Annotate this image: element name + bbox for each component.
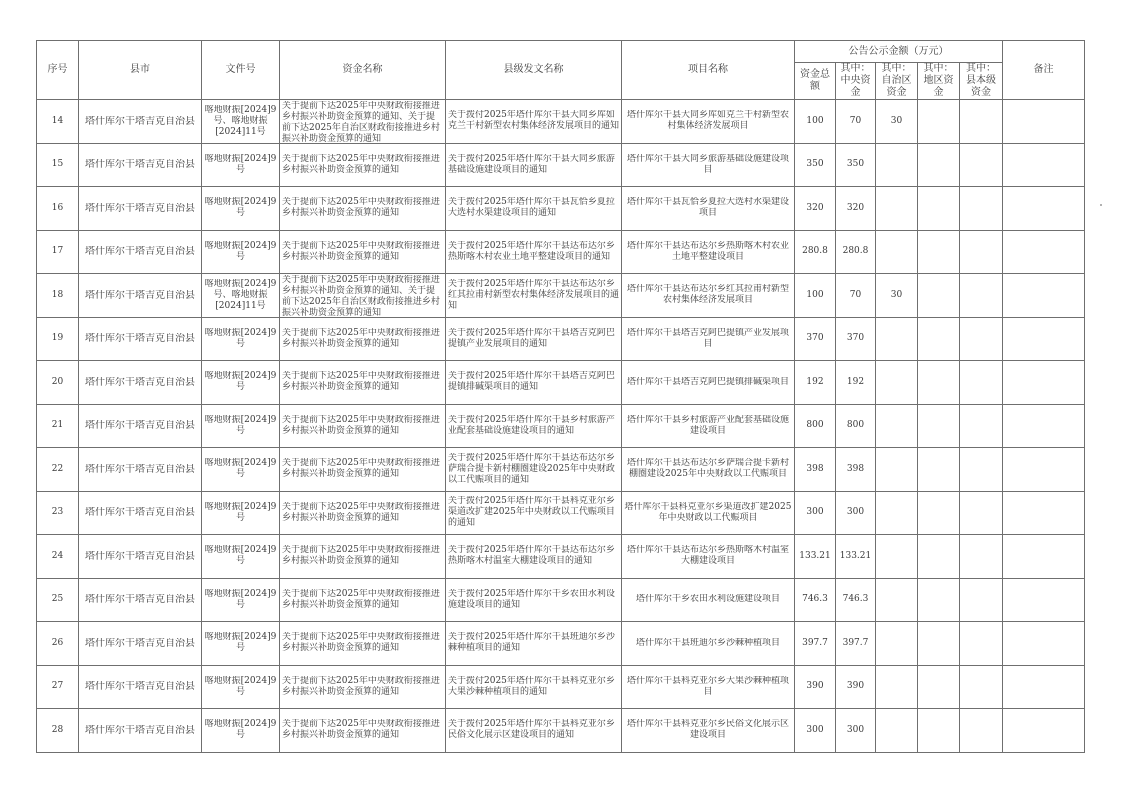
- header-remarks: 备注: [1003, 41, 1085, 100]
- row-remarks: [1003, 230, 1085, 274]
- row-prefecture: [918, 187, 960, 231]
- row-seq: 25: [37, 578, 79, 622]
- row-project: 塔什库尔干县大同乡旅游基础设施建设项目: [622, 143, 795, 187]
- row-total: 300: [795, 709, 836, 753]
- row-total: 390: [795, 665, 836, 709]
- row-prefecture: [918, 578, 960, 622]
- row-doc-no: 喀地财振[2024]9号: [202, 143, 280, 187]
- row-central: 70: [836, 100, 876, 144]
- row-region: [876, 317, 918, 361]
- row-county: 塔什库尔干塔吉克自治县: [79, 317, 202, 361]
- row-central: 390: [836, 665, 876, 709]
- row-project: 塔什库尔干县科克亚尔乡民俗文化展示区建设项目: [622, 709, 795, 753]
- row-central: 800: [836, 404, 876, 448]
- row-doc-no: 喀地财振[2024]9号: [202, 230, 280, 274]
- row-project: 塔什库尔干县瓦恰乡夏拉大选村水渠建设项目: [622, 187, 795, 231]
- row-seq: 16: [37, 187, 79, 231]
- table-row: [37, 230, 1085, 274]
- row-county-doc: 关于拨付2025年塔什库尔干县班迪尔乡沙棘种植项目的通知: [446, 622, 622, 666]
- row-doc-no: 喀地财振[2024]9号: [202, 404, 280, 448]
- row-county-doc: 关于拨付2025年塔什库尔干县达布达尔乡热斯喀木村农业土地平整建设项目的通知: [446, 230, 622, 274]
- row-total: 800: [795, 404, 836, 448]
- row-fund-name: 关于提前下达2025年中央财政衔接推进乡村振兴补助资金预算的通知、关于提前下达2025年自治区财政衔接推进乡村振兴补助资金预算的通知: [280, 100, 446, 144]
- row-total: 370: [795, 317, 836, 361]
- table-row: [37, 448, 1085, 492]
- row-central: 746.3: [836, 578, 876, 622]
- table-row: [37, 491, 1085, 535]
- row-prefecture: [918, 317, 960, 361]
- row-local: [960, 578, 1003, 622]
- row-fund-name: 关于提前下达2025年中央财政衔接推进乡村振兴补助资金预算的通知: [280, 578, 446, 622]
- row-prefecture: [918, 535, 960, 579]
- header-county: 县市: [79, 41, 202, 100]
- row-local: [960, 535, 1003, 579]
- row-local: [960, 404, 1003, 448]
- row-project: 塔什库尔干县科克亚尔乡渠道改扩建2025年中央财政以工代赈项目: [622, 491, 795, 535]
- row-local: [960, 361, 1003, 405]
- row-fund-name: 关于提前下达2025年中央财政衔接推进乡村振兴补助资金预算的通知: [280, 448, 446, 492]
- table-row: [37, 535, 1085, 579]
- scan-speck: [1100, 204, 1102, 206]
- row-doc-no: 喀地财振[2024]9号: [202, 535, 280, 579]
- row-seq: 21: [37, 404, 79, 448]
- row-county: 塔什库尔干塔吉克自治县: [79, 404, 202, 448]
- header-seq: 序号: [37, 41, 79, 100]
- row-county-doc: 关于拨付2025年塔什库尔干乡农田水利设施建设项目的通知: [446, 578, 622, 622]
- row-county-doc: 关于拨付2025年塔什库尔干县达布达尔乡红其拉甫村新型农村集体经济发展项目的通知: [446, 274, 622, 318]
- row-seq: 15: [37, 143, 79, 187]
- row-local: [960, 317, 1003, 361]
- row-county: 塔什库尔干塔吉克自治县: [79, 491, 202, 535]
- row-region: 30: [876, 100, 918, 144]
- table-row: [37, 317, 1085, 361]
- row-central: 300: [836, 709, 876, 753]
- header-prefecture: 其中：地区资金: [918, 63, 960, 100]
- header-region: 其中：自治区资金: [876, 63, 918, 100]
- row-region: [876, 491, 918, 535]
- header-project: 项目名称: [622, 41, 795, 100]
- row-total: 320: [795, 187, 836, 231]
- row-central: 192: [836, 361, 876, 405]
- row-county: 塔什库尔干塔吉克自治县: [79, 622, 202, 666]
- row-county: 塔什库尔干塔吉克自治县: [79, 230, 202, 274]
- row-prefecture: [918, 100, 960, 144]
- row-prefecture: [918, 709, 960, 753]
- row-seq: 14: [37, 100, 79, 144]
- row-county: 塔什库尔干塔吉克自治县: [79, 143, 202, 187]
- row-fund-name: 关于提前下达2025年中央财政衔接推进乡村振兴补助资金预算的通知: [280, 709, 446, 753]
- row-region: [876, 361, 918, 405]
- row-total: 746.3: [795, 578, 836, 622]
- row-central: 370: [836, 317, 876, 361]
- row-county-doc: 关于拨付2025年塔什库尔干县达布达尔乡萨瑞合提卡新村棚圈建设2025年中央财政以工代赈项目的通知: [446, 448, 622, 492]
- table-row: [37, 709, 1085, 753]
- table-row: [37, 274, 1085, 318]
- row-county: 塔什库尔干塔吉克自治县: [79, 448, 202, 492]
- row-local: [960, 448, 1003, 492]
- row-county: 塔什库尔干塔吉克自治县: [79, 274, 202, 318]
- row-remarks: [1003, 317, 1085, 361]
- row-remarks: [1003, 404, 1085, 448]
- table-row: [37, 100, 1085, 144]
- row-seq: 28: [37, 709, 79, 753]
- row-total: 280.8: [795, 230, 836, 274]
- row-county-doc: 关于拨付2025年塔什库尔干县瓦恰乡夏拉大选村水渠建设项目的通知: [446, 187, 622, 231]
- row-doc-no: 喀地财振[2024]9号: [202, 578, 280, 622]
- row-county: 塔什库尔干塔吉克自治县: [79, 187, 202, 231]
- row-seq: 23: [37, 491, 79, 535]
- row-doc-no: 喀地财振[2024]9号、喀地财振[2024]11号: [202, 274, 280, 318]
- row-central: 397.7: [836, 622, 876, 666]
- row-remarks: [1003, 448, 1085, 492]
- row-remarks: [1003, 100, 1085, 144]
- row-county: 塔什库尔干塔吉克自治县: [79, 535, 202, 579]
- row-project: 塔什库尔干县班迪尔乡沙棘种植项目: [622, 622, 795, 666]
- row-seq: 27: [37, 665, 79, 709]
- table-row: [37, 361, 1085, 405]
- header-local: 其中：县本级资金: [960, 63, 1003, 100]
- row-prefecture: [918, 665, 960, 709]
- row-region: [876, 665, 918, 709]
- header-central: 其中：中央资金: [836, 63, 876, 100]
- row-local: [960, 491, 1003, 535]
- row-total: 300: [795, 491, 836, 535]
- row-total: 397.7: [795, 622, 836, 666]
- row-local: [960, 622, 1003, 666]
- row-county-doc: 关于拨付2025年塔什库尔干县达布达尔乡热斯喀木村温室大棚建设项目的通知: [446, 535, 622, 579]
- row-doc-no: 喀地财振[2024]9号: [202, 709, 280, 753]
- row-fund-name: 关于提前下达2025年中央财政衔接推进乡村振兴补助资金预算的通知: [280, 361, 446, 405]
- row-local: [960, 665, 1003, 709]
- row-local: [960, 143, 1003, 187]
- row-doc-no: 喀地财振[2024]9号: [202, 187, 280, 231]
- row-local: [960, 187, 1003, 231]
- row-seq: 18: [37, 274, 79, 318]
- row-prefecture: [918, 622, 960, 666]
- row-total: 350: [795, 143, 836, 187]
- row-fund-name: 关于提前下达2025年中央财政衔接推进乡村振兴补助资金预算的通知: [280, 404, 446, 448]
- row-region: [876, 622, 918, 666]
- row-county: 塔什库尔干塔吉克自治县: [79, 709, 202, 753]
- row-project: 塔什库尔干县大同乡库如克兰干村新型农村集体经济发展项目: [622, 100, 795, 144]
- row-fund-name: 关于提前下达2025年中央财政衔接推进乡村振兴补助资金预算的通知: [280, 143, 446, 187]
- row-prefecture: [918, 230, 960, 274]
- row-remarks: [1003, 622, 1085, 666]
- row-fund-name: 关于提前下达2025年中央财政衔接推进乡村振兴补助资金预算的通知: [280, 230, 446, 274]
- row-project: 塔什库尔干县塔吉克阿巴提镇排碱渠项目: [622, 361, 795, 405]
- row-remarks: [1003, 143, 1085, 187]
- fund-publicity-table: [36, 40, 1085, 753]
- row-project: 塔什库尔干县达布达尔乡热斯喀木村温室大棚建设项目: [622, 535, 795, 579]
- row-total: 100: [795, 274, 836, 318]
- row-doc-no: 喀地财振[2024]9号: [202, 448, 280, 492]
- row-remarks: [1003, 578, 1085, 622]
- row-doc-no: 喀地财振[2024]9号: [202, 491, 280, 535]
- header-amount-group: 公告公示金额（万元）: [795, 41, 1003, 63]
- row-project: 塔什库尔干县塔吉克阿巴提镇产业发展项目: [622, 317, 795, 361]
- row-seq: 22: [37, 448, 79, 492]
- row-doc-no: 喀地财振[2024]9号: [202, 361, 280, 405]
- row-county-doc: 关于拨付2025年塔什库尔干县塔吉克阿巴提镇排碱渠项目的通知: [446, 361, 622, 405]
- row-central: 350: [836, 143, 876, 187]
- row-region: [876, 578, 918, 622]
- row-region: [876, 709, 918, 753]
- row-fund-name: 关于提前下达2025年中央财政衔接推进乡村振兴补助资金预算的通知、关于提前下达2025年自治区财政衔接推进乡村振兴补助资金预算的通知: [280, 274, 446, 318]
- row-remarks: [1003, 709, 1085, 753]
- row-project: 塔什库尔干县达布达尔乡红其拉甫村新型农村集体经济发展项目: [622, 274, 795, 318]
- row-fund-name: 关于提前下达2025年中央财政衔接推进乡村振兴补助资金预算的通知: [280, 665, 446, 709]
- row-local: [960, 709, 1003, 753]
- row-central: 70: [836, 274, 876, 318]
- row-doc-no: 喀地财振[2024]9号: [202, 665, 280, 709]
- row-county-doc: 关于拨付2025年塔什库尔干县科克亚尔乡渠道改扩建2025年中央财政以工代赈项目的通知: [446, 491, 622, 535]
- row-central: 320: [836, 187, 876, 231]
- row-fund-name: 关于提前下达2025年中央财政衔接推进乡村振兴补助资金预算的通知: [280, 317, 446, 361]
- header-fund-name: 资金名称: [280, 41, 446, 100]
- row-region: 30: [876, 274, 918, 318]
- row-seq: 20: [37, 361, 79, 405]
- row-seq: 17: [37, 230, 79, 274]
- row-central: 300: [836, 491, 876, 535]
- row-remarks: [1003, 187, 1085, 231]
- row-region: [876, 404, 918, 448]
- row-local: [960, 100, 1003, 144]
- row-region: [876, 535, 918, 579]
- row-prefecture: [918, 404, 960, 448]
- row-region: [876, 143, 918, 187]
- row-seq: 24: [37, 535, 79, 579]
- row-prefecture: [918, 491, 960, 535]
- row-fund-name: 关于提前下达2025年中央财政衔接推进乡村振兴补助资金预算的通知: [280, 535, 446, 579]
- row-region: [876, 230, 918, 274]
- table-row: [37, 578, 1085, 622]
- table-row: [37, 665, 1085, 709]
- row-county: 塔什库尔干塔吉克自治县: [79, 100, 202, 144]
- row-total: 133.21: [795, 535, 836, 579]
- row-prefecture: [918, 448, 960, 492]
- row-project: 塔什库尔干县达布达尔乡萨瑞合提卡新村棚圈建设2025年中央财政以工代赈项目: [622, 448, 795, 492]
- row-project: 塔什库尔干县达布达尔乡热斯喀木村农业土地平整建设项目: [622, 230, 795, 274]
- row-prefecture: [918, 274, 960, 318]
- row-total: 398: [795, 448, 836, 492]
- row-doc-no: 喀地财振[2024]9号: [202, 317, 280, 361]
- row-seq: 19: [37, 317, 79, 361]
- row-remarks: [1003, 361, 1085, 405]
- row-project: 塔什库尔干乡农田水利设施建设项目: [622, 578, 795, 622]
- row-project: 塔什库尔干县乡村旅游产业配套基础设施建设项目: [622, 404, 795, 448]
- row-local: [960, 274, 1003, 318]
- row-total: 100: [795, 100, 836, 144]
- row-county-doc: 关于拨付2025年塔什库尔干县乡村旅游产业配套基础设施建设项目的通知: [446, 404, 622, 448]
- row-fund-name: 关于提前下达2025年中央财政衔接推进乡村振兴补助资金预算的通知: [280, 491, 446, 535]
- row-fund-name: 关于提前下达2025年中央财政衔接推进乡村振兴补助资金预算的通知: [280, 187, 446, 231]
- row-local: [960, 230, 1003, 274]
- row-central: 398: [836, 448, 876, 492]
- row-fund-name: 关于提前下达2025年中央财政衔接推进乡村振兴补助资金预算的通知: [280, 622, 446, 666]
- header-doc-no: 文件号: [202, 41, 280, 100]
- row-project: 塔什库尔干县科克亚尔乡大果沙棘种植项目: [622, 665, 795, 709]
- row-prefecture: [918, 361, 960, 405]
- row-county-doc: 关于拨付2025年塔什库尔干县大同乡旅游基础设施建设项目的通知: [446, 143, 622, 187]
- table-row: [37, 187, 1085, 231]
- row-remarks: [1003, 274, 1085, 318]
- table-row: [37, 404, 1085, 448]
- row-county-doc: 关于拨付2025年塔什库尔干县科克亚尔乡民俗文化展示区建设项目的通知: [446, 709, 622, 753]
- row-region: [876, 448, 918, 492]
- row-remarks: [1003, 491, 1085, 535]
- row-remarks: [1003, 535, 1085, 579]
- row-total: 192: [795, 361, 836, 405]
- row-prefecture: [918, 143, 960, 187]
- row-county: 塔什库尔干塔吉克自治县: [79, 578, 202, 622]
- row-region: [876, 187, 918, 231]
- row-doc-no: 喀地财振[2024]9号: [202, 622, 280, 666]
- header-total: 资金总额: [795, 63, 836, 100]
- row-seq: 26: [37, 622, 79, 666]
- table-row: [37, 143, 1085, 187]
- row-county-doc: 关于拨付2025年塔什库尔干县大同乡库如克兰干村新型农村集体经济发展项目的通知: [446, 100, 622, 144]
- row-county-doc: 关于拨付2025年塔什库尔干县塔吉克阿巴提镇产业发展项目的通知: [446, 317, 622, 361]
- row-county-doc: 关于拨付2025年塔什库尔干县科克亚尔乡大果沙棘种植项目的通知: [446, 665, 622, 709]
- row-doc-no: 喀地财振[2024]9号、喀地财振[2024]11号: [202, 100, 280, 144]
- row-central: 280.8: [836, 230, 876, 274]
- row-remarks: [1003, 665, 1085, 709]
- header-county-doc: 县级发文名称: [446, 41, 622, 100]
- row-central: 133.21: [836, 535, 876, 579]
- table-row: [37, 622, 1085, 666]
- row-county: 塔什库尔干塔吉克自治县: [79, 665, 202, 709]
- row-county: 塔什库尔干塔吉克自治县: [79, 361, 202, 405]
